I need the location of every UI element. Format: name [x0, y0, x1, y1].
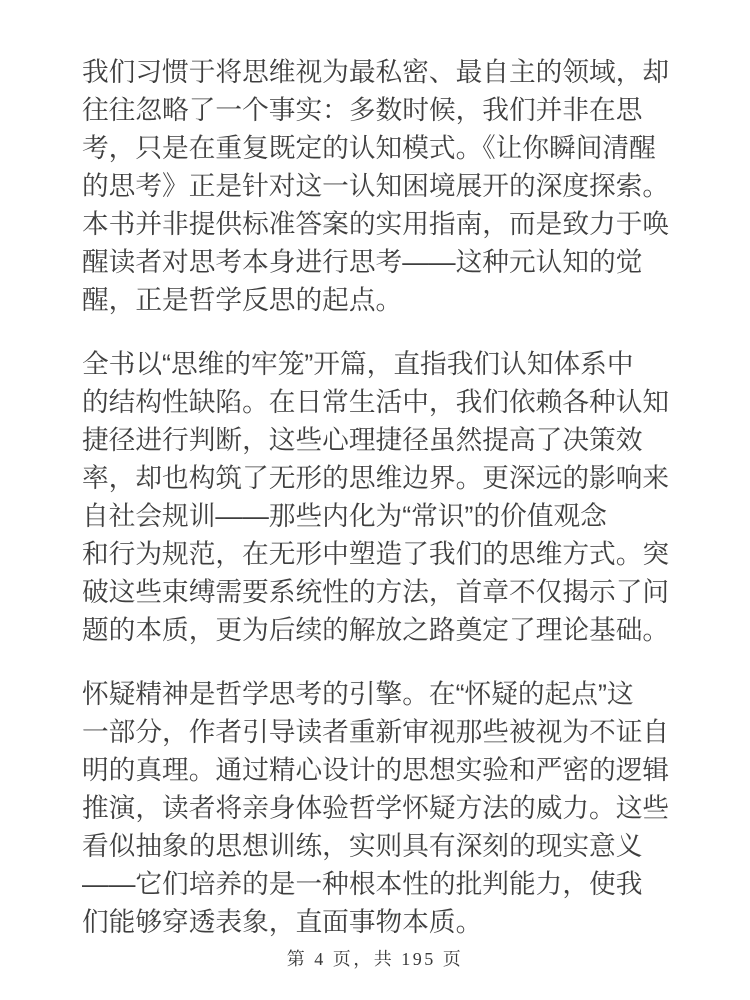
document-body: [82, 53, 678, 941]
text-line: 推演，读者将亲身体验哲学怀疑方法的威力。这些: [82, 793, 670, 823]
text-line: 考，只是在重复既定的认知模式。《让你瞬间清醒: [82, 133, 656, 163]
text-line: 一部分，作者引导读者重新审视那些被视为不证自: [82, 717, 670, 747]
text-line: 破这些束缚需要系统性的方法，首章不仅揭示了问: [82, 577, 670, 607]
paragraph-2: [82, 345, 678, 649]
text-line: 全书以“思维的牢笼”开篇，直指我们认知体系中: [82, 349, 634, 379]
text-line: 看似抽象的思想训练，实则具有深刻的现实意义: [82, 831, 643, 861]
text-line: 的结构性缺陷。在日常生活中，我们依赖各种认知: [82, 387, 670, 417]
text-line: 我们习惯于将思维视为最私密、最自主的领域，却: [82, 57, 670, 87]
text-line: ——它们培养的是一种根本性的批判能力，使我: [82, 869, 643, 899]
text-line: 往往忽略了一个事实：多数时候，我们并非在思: [82, 95, 643, 125]
text-line: 自社会规训——那些内化为“常识”的价值观念: [82, 501, 607, 531]
text-line: 醒，正是哲学反思的起点。: [82, 285, 403, 315]
paragraph-3: [82, 675, 678, 941]
text-line: 醒读者对思考本身进行思考——这种元认知的觉: [82, 247, 643, 277]
text-line: 怀疑精神是哲学思考的引擎。在“怀疑的起点”这: [82, 679, 634, 709]
text-line: 率，却也构筑了无形的思维边界。更深远的影响来: [82, 463, 670, 493]
text-line: 明的真理。通过精心设计的思想实验和严密的逻辑: [82, 755, 670, 785]
text-line: 们能够穿透表象，直面事物本质。: [82, 907, 483, 937]
text-line: 捷径进行判断，这些心理捷径虽然提高了决策效: [82, 425, 643, 455]
text-line: 题的本质，更为后续的解放之路奠定了理论基础。: [82, 615, 670, 645]
text-line: 本书并非提供标准答案的实用指南，而是致力于唤: [82, 209, 670, 239]
page-number-indicator: 第 4 页，共 195 页: [286, 949, 464, 969]
paragraph-1: [82, 53, 678, 319]
text-line: 和行为规范，在无形中塑造了我们的思维方式。突: [82, 539, 670, 569]
text-line: 的思考》正是针对这一认知困境展开的深度探索。: [82, 171, 670, 201]
